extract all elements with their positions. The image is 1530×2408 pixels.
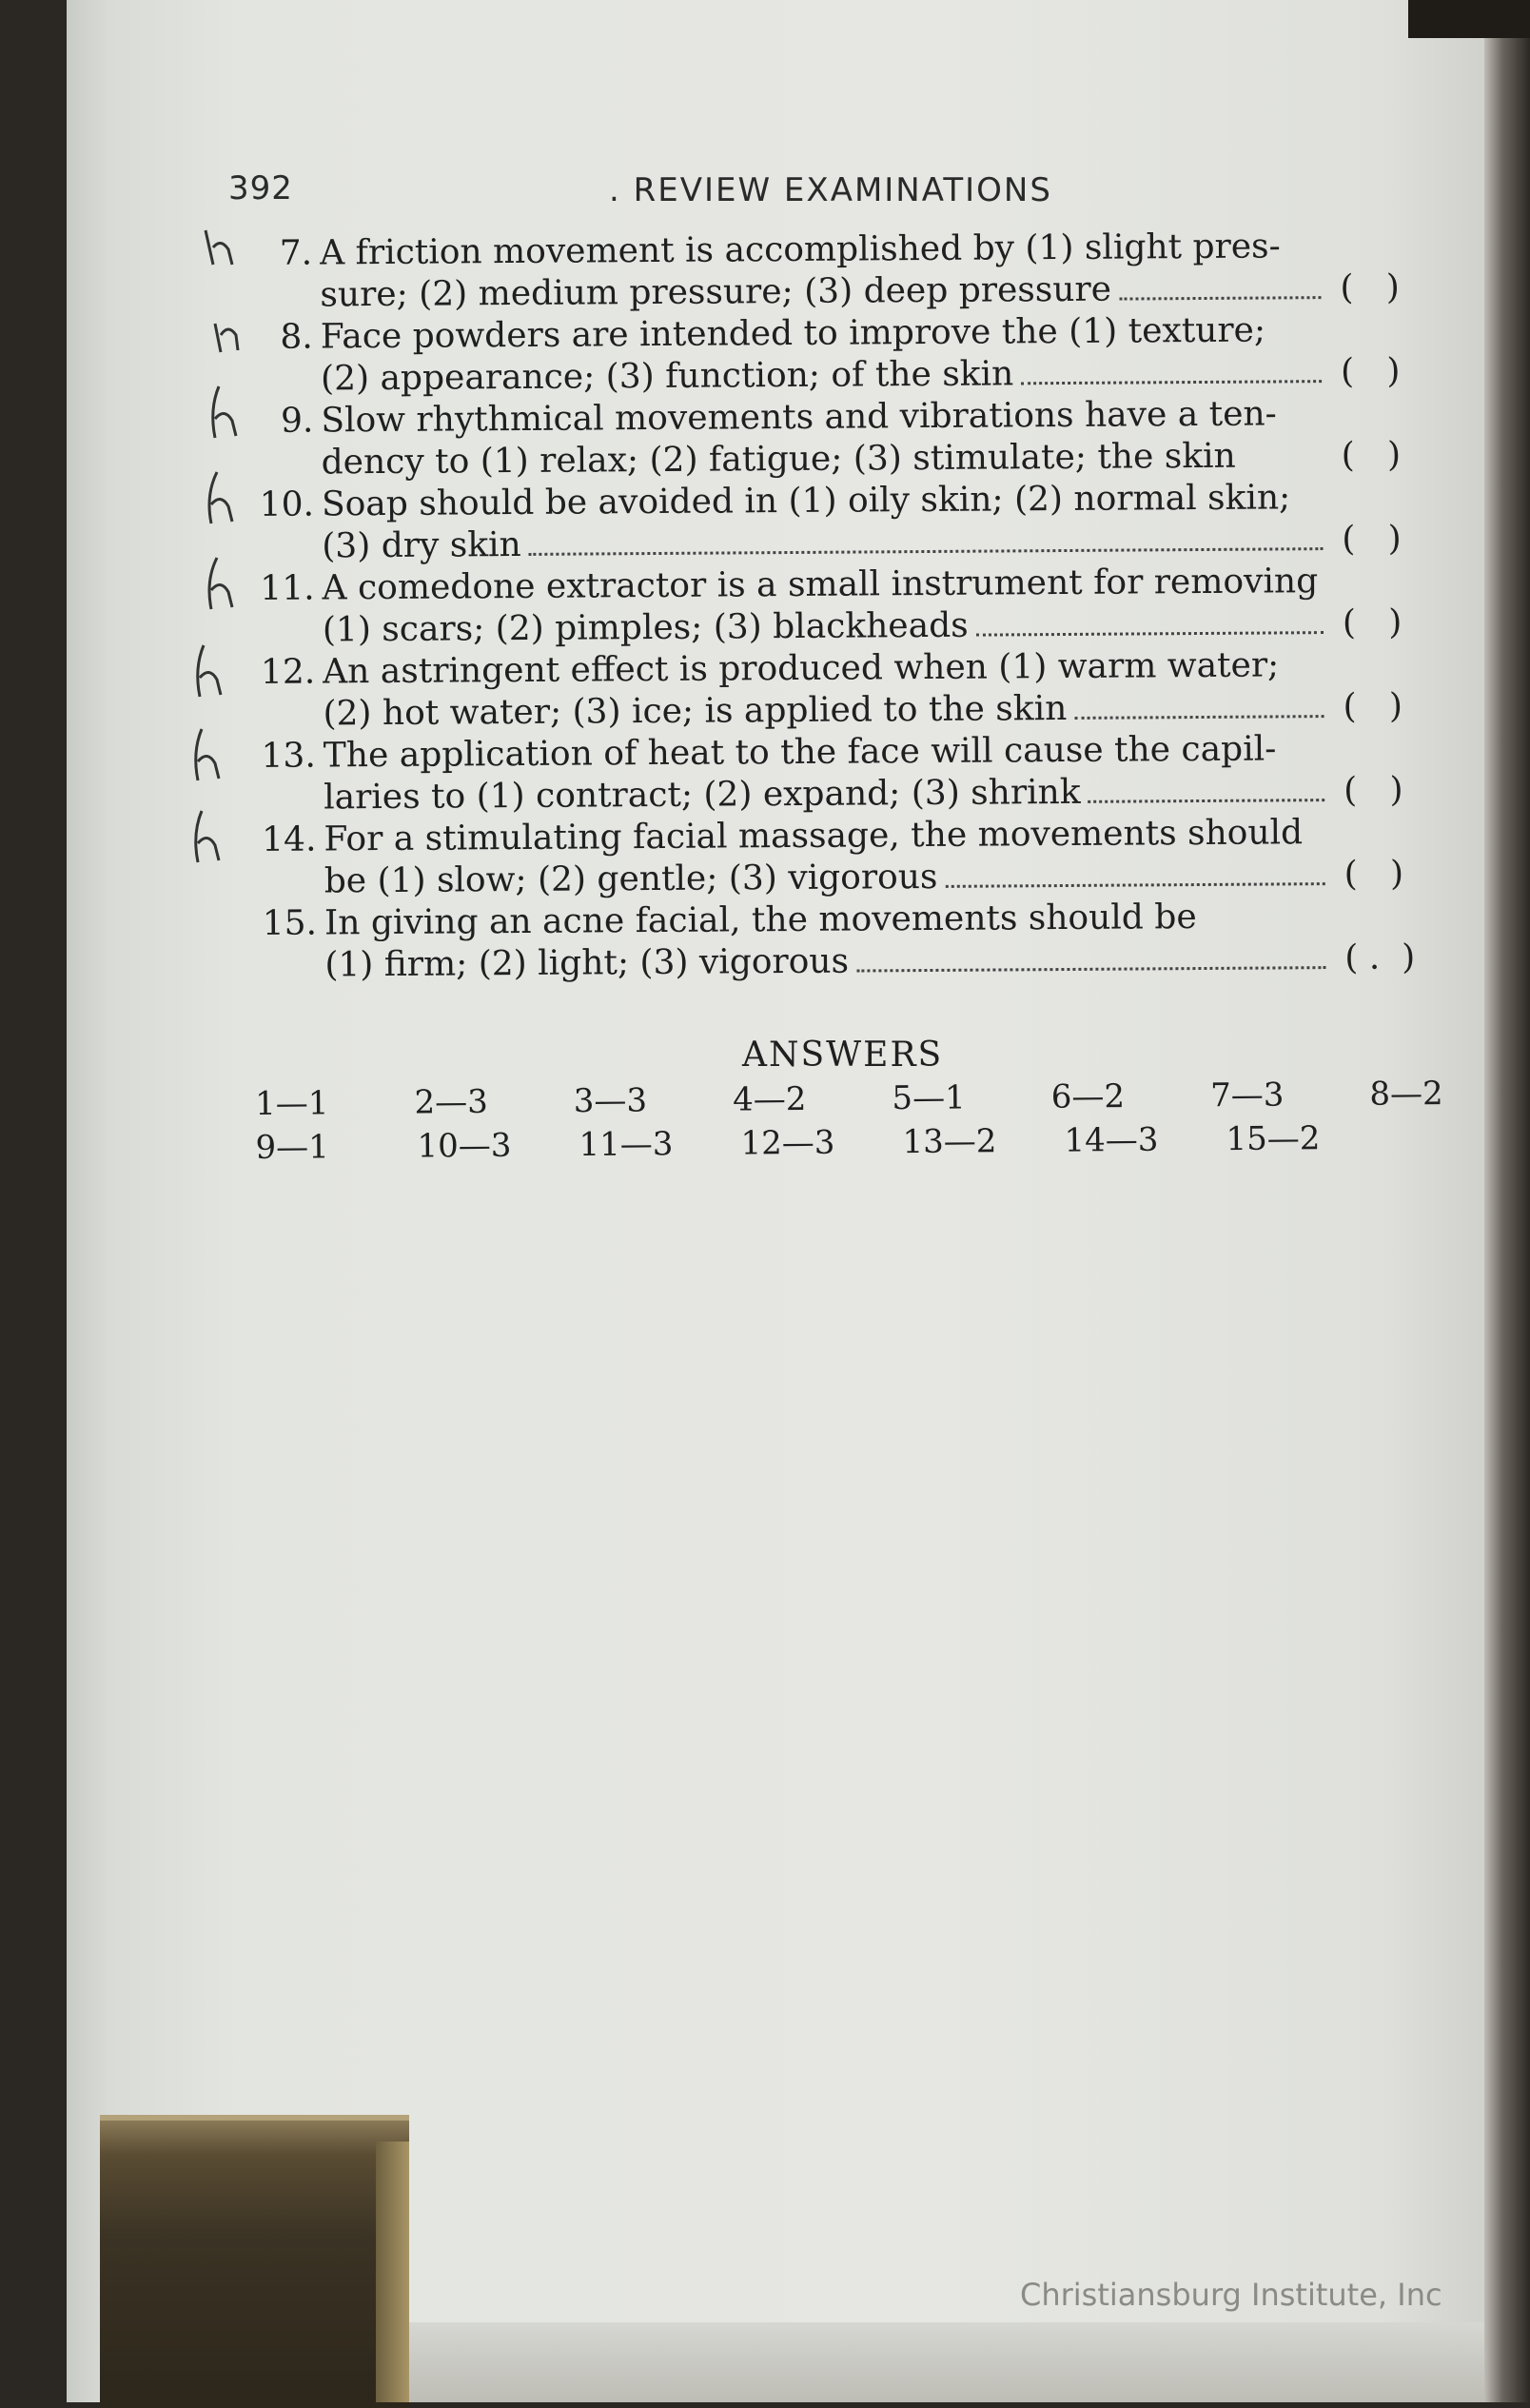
pencil-mark-icon xyxy=(202,552,249,619)
pencil-mark-icon xyxy=(211,314,249,362)
question-text-line2: be (1) slow; (2) gentle; (3) vigorous xyxy=(324,857,938,901)
answer-key: 7—3 xyxy=(1209,1076,1285,1115)
dot-leader xyxy=(975,602,1323,637)
question-text-line1: Face powders are intended to improve the (1) texture; xyxy=(320,310,1266,357)
answer-key: 15—2 xyxy=(1226,1119,1321,1159)
question-item xyxy=(248,643,1420,736)
answer-blank: ( ) xyxy=(1344,854,1404,894)
question-text-line1: An astringent effect is produced when (1) warm water; xyxy=(323,645,1280,692)
question-item xyxy=(247,560,1419,652)
watermark: Christiansburg Institute, Inc xyxy=(1020,2277,1442,2313)
page-number: 392 xyxy=(228,169,293,207)
question-item xyxy=(245,225,1417,317)
book-weight-side xyxy=(376,2142,409,2402)
answer-key: 1—1 xyxy=(255,1084,329,1123)
question-number: 15. xyxy=(262,903,318,943)
question-text-line1: Slow rhythmical movements and vibrations have a ten- xyxy=(321,394,1277,441)
dot-leader xyxy=(1021,351,1322,385)
question-text-line1: In giving an acne facial, the movements should be xyxy=(324,898,1197,943)
answer-key: 11—3 xyxy=(579,1125,674,1165)
question-number: 14. xyxy=(262,819,317,859)
answer-blank: ( ) xyxy=(1343,686,1403,726)
answer-key: 6—2 xyxy=(1050,1077,1126,1116)
answer-blank: ( . ) xyxy=(1344,938,1416,977)
answer-blank: ( ) xyxy=(1341,435,1402,475)
pencil-mark-icon xyxy=(206,381,251,447)
question-text-line1: For a stimulating facial massage, the movements should xyxy=(324,813,1304,859)
question-number: 11. xyxy=(260,568,315,608)
question-text-line1: The application of heat to the face will cause the capil- xyxy=(323,729,1277,776)
page-bottom-strip xyxy=(409,2322,1484,2402)
page-edge-shadow xyxy=(1484,0,1530,2402)
dot-leader xyxy=(945,854,1325,888)
question-number: 10. xyxy=(259,484,315,524)
question-item xyxy=(247,476,1419,568)
pencil-mark-icon xyxy=(200,227,245,284)
question-item xyxy=(246,392,1418,484)
question-text-line2: (1) scars; (2) pimples; (3) blackheads xyxy=(322,605,969,650)
dot-leader xyxy=(1119,267,1322,300)
background-corner xyxy=(1408,0,1530,38)
question-text-line2: (2) appearance; (3) function; of the skin xyxy=(320,354,1014,399)
answers-grid xyxy=(255,1075,1445,1173)
question-item xyxy=(249,727,1421,819)
question-number: 12. xyxy=(260,652,316,692)
answer-key: 9—1 xyxy=(255,1128,330,1167)
question-text-line1: Soap should be avoided in (1) oily skin; (2) normal skin; xyxy=(321,478,1291,524)
answer-key: 3—3 xyxy=(573,1081,648,1121)
answer-blank: ( ) xyxy=(1342,519,1402,559)
answer-key: 12—3 xyxy=(740,1123,835,1163)
answer-key: 13—2 xyxy=(902,1122,997,1162)
answer-blank: ( ) xyxy=(1340,351,1401,391)
answer-key: 4—2 xyxy=(732,1079,807,1119)
running-head: . REVIEW EXAMINATIONS xyxy=(609,171,1052,209)
answer-blank: ( ) xyxy=(1343,770,1403,810)
question-number: 7. xyxy=(279,233,313,273)
question-text-line2: laries to (1) contract; (2) expand; (3) shrink xyxy=(323,772,1081,818)
question-item xyxy=(246,308,1418,401)
question-number: 13. xyxy=(261,736,316,776)
question-number: 8. xyxy=(280,317,313,357)
dot-leader xyxy=(856,938,1326,972)
dot-leader xyxy=(1088,770,1324,803)
pencil-mark-icon xyxy=(188,723,234,788)
pencil-mark-icon xyxy=(202,466,249,533)
question-text-line2: sure; (2) medium pressure; (3) deep pressure xyxy=(320,269,1112,315)
question-text-line1: A comedone extractor is a small instrument for removing xyxy=(322,562,1319,608)
question-item xyxy=(250,895,1422,987)
question-item xyxy=(249,811,1421,903)
question-text-line2: (2) hot water; (3) ice; is applied to the skin xyxy=(323,688,1068,734)
question-text-line1: A friction movement is accomplished by (1) slight pres- xyxy=(320,227,1281,273)
answer-blank: ( ) xyxy=(1342,602,1402,642)
question-text-line2: dency to (1) relax; (2) fatigue; (3) stimulate; the skin xyxy=(321,436,1236,483)
answer-key: 8—2 xyxy=(1369,1075,1443,1114)
answers-title: ANSWERS xyxy=(742,1036,944,1075)
pencil-mark-icon xyxy=(190,640,236,704)
question-text-line2: (1) firm; (2) light; (3) vigorous xyxy=(324,941,850,985)
question-text-line2: (3) dry skin xyxy=(322,524,521,566)
book-weight-block xyxy=(100,2115,409,2408)
answer-key: 14—3 xyxy=(1064,1120,1159,1160)
answer-key: 5—1 xyxy=(892,1078,966,1118)
answer-key: 2—3 xyxy=(414,1082,488,1122)
question-list xyxy=(245,225,1421,987)
pencil-mark-icon xyxy=(188,805,234,870)
page-header xyxy=(228,169,1370,217)
dot-leader xyxy=(1074,686,1324,720)
question-number: 9. xyxy=(280,401,314,441)
answer-key: 10—3 xyxy=(417,1126,512,1166)
dot-leader xyxy=(529,519,1324,556)
answer-blank: ( ) xyxy=(1340,267,1400,307)
